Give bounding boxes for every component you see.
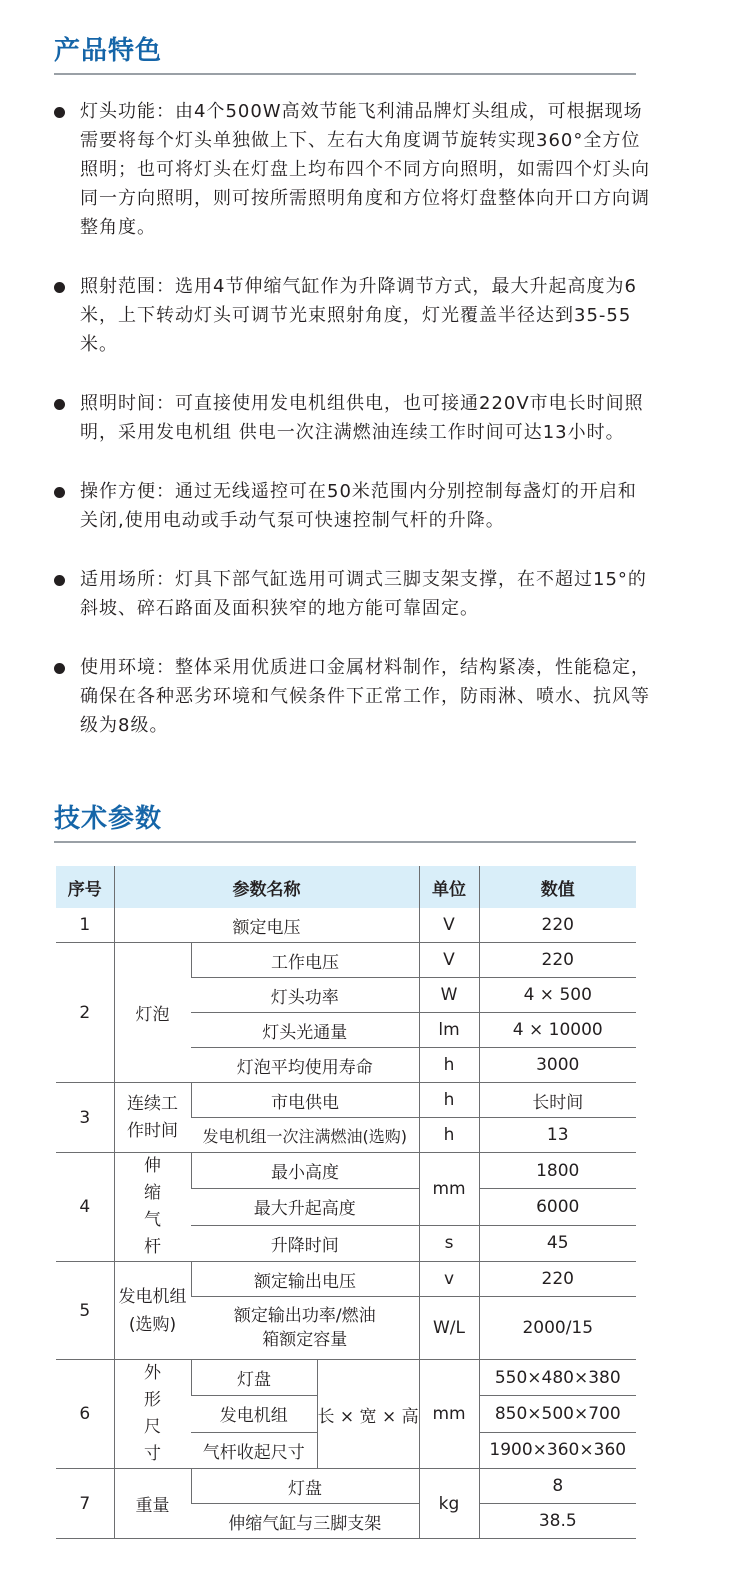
group-label: 连续工作时间: [114, 1083, 191, 1153]
feature-item: [54, 97, 654, 242]
param-unit: mm: [419, 1360, 479, 1469]
table-row: [56, 1469, 636, 1504]
feature-text: 操作方便：通过无线遥控可在50米范围内分别控制每盏灯的开启和关闭,使用电动或手动气泵可快速控制气杆的升降。: [80, 481, 637, 531]
group-label: 外形尺寸: [114, 1360, 191, 1469]
param-value: 6000: [479, 1189, 636, 1225]
feature-text: 使用环境：整体采用优质进口金属材料制作，结构紧凑，性能稳定，确保在各种恶劣环境和气候条件下正常工作，防雨淋、喷水、抗风等级为8级。: [80, 657, 650, 736]
features-title: 产品特色: [54, 36, 163, 66]
table-row: [56, 1360, 636, 1396]
param-value: 220: [479, 943, 636, 978]
param-value: 2000/15: [479, 1297, 636, 1360]
specs-title-rule: [54, 841, 636, 843]
param-name: 额定电压: [114, 908, 419, 943]
header-no: 序号: [56, 866, 114, 908]
row-no: 5: [56, 1262, 114, 1360]
feature-text: 照明时间：可直接使用发电机组供电，也可接通220V市电长时间照明，采用发电机组 供电一次注满燃油连续工作时间可达13小时。: [80, 393, 644, 443]
param-value: 4 × 10000: [479, 1013, 636, 1048]
param-unit: W/L: [419, 1297, 479, 1360]
param-name: 灯盘: [191, 1360, 317, 1396]
param-name: 工作电压: [191, 943, 419, 978]
param-value: 38.5: [479, 1504, 636, 1539]
feature-text: 灯头功能：由4个500W高效节能飞利浦品牌灯头组成，可根据现场需要将每个灯头单独做上下、左右大角度调节旋转实现360°全方位照明；也可将灯头在灯盘上均布四个不同方向照明，如需四个灯头向同一方向照明，则可按所需照明角度和方位将灯盘整体向开口方向调整角度。: [80, 101, 650, 238]
bullet-icon: [54, 399, 65, 410]
feature-text: 照射范围：选用4节伸缩气缸作为升降调节方式，最大升起高度为6米，上下转动灯头可调节光束照射角度，灯光覆盖半径达到35-55米。: [80, 276, 637, 355]
param-name: 最大升起高度: [191, 1189, 419, 1225]
param-unit: mm: [419, 1153, 479, 1226]
param-name: 灯头功率: [191, 978, 419, 1013]
param-value: 1900×360×360: [479, 1432, 636, 1468]
param-value: 1800: [479, 1153, 636, 1189]
specs-title: 技术参数: [54, 804, 163, 834]
row-no: 2: [56, 943, 114, 1083]
feature-item: [54, 653, 654, 740]
table-row: [56, 1262, 636, 1297]
param-name: 气杆收起尺寸: [191, 1432, 317, 1468]
feature-item: [54, 565, 654, 623]
row-no: 4: [56, 1153, 114, 1262]
param-value: 850×500×700: [479, 1396, 636, 1432]
feature-item: [54, 389, 654, 447]
table-row: [56, 1153, 636, 1189]
param-name: 升降时间: [191, 1225, 419, 1261]
row-no: 3: [56, 1083, 114, 1153]
param-name: 发电机组: [191, 1396, 317, 1432]
bullet-icon: [54, 663, 65, 674]
bullet-icon: [54, 487, 65, 498]
param-unit: h: [419, 1048, 479, 1083]
param-unit: W: [419, 978, 479, 1013]
param-name: 发电机组一次注满燃油(选购): [191, 1118, 419, 1153]
group-label: 伸缩气杆: [114, 1153, 191, 1262]
feature-item: [54, 272, 654, 359]
row-no: 7: [56, 1469, 114, 1539]
param-value: 550×480×380: [479, 1360, 636, 1396]
bullet-icon: [54, 107, 65, 118]
param-name: 额定输出电压: [191, 1262, 419, 1297]
param-unit: v: [419, 1262, 479, 1297]
group-label: 灯泡: [114, 943, 191, 1083]
param-value: 8: [479, 1469, 636, 1504]
param-unit: V: [419, 908, 479, 943]
param-unit: kg: [419, 1469, 479, 1539]
table-row: [56, 943, 636, 978]
row-no: 6: [56, 1360, 114, 1469]
param-value: 长时间: [479, 1083, 636, 1118]
param-unit: h: [419, 1083, 479, 1118]
param-name: 最小高度: [191, 1153, 419, 1189]
feature-text: 适用场所：灯具下部气缸选用可调式三脚支架支撑，在不超过15°的斜坡、碎石路面及面积狭窄的地方能可靠固定。: [80, 569, 647, 619]
bullet-icon: [54, 575, 65, 586]
row-no: 1: [56, 908, 114, 943]
table-row: [56, 1083, 636, 1118]
features-list: [54, 97, 654, 770]
group-label: 重量: [114, 1469, 191, 1539]
param-name: 市电供电: [191, 1083, 419, 1118]
header-name: 参数名称: [114, 866, 419, 908]
table-header-row: [56, 866, 636, 908]
header-unit: 单位: [419, 866, 479, 908]
param-value: 13: [479, 1118, 636, 1153]
param-unit: h: [419, 1118, 479, 1153]
features-title-rule: [54, 73, 636, 75]
param-value: 220: [479, 1262, 636, 1297]
table-row: [56, 908, 636, 943]
param-value: 4 × 500: [479, 978, 636, 1013]
bullet-icon: [54, 282, 65, 293]
param-unit: lm: [419, 1013, 479, 1048]
param-unit: V: [419, 943, 479, 978]
param-value: 45: [479, 1225, 636, 1261]
param-name: 灯泡平均使用寿命: [191, 1048, 419, 1083]
param-name: 灯盘: [191, 1469, 419, 1504]
param-unit: s: [419, 1225, 479, 1261]
header-value: 数值: [479, 866, 636, 908]
param-value: 3000: [479, 1048, 636, 1083]
param-name: 灯头光通量: [191, 1013, 419, 1048]
feature-item: [54, 477, 654, 535]
group-label: 发电机组(选购): [114, 1262, 191, 1360]
dimension-label: 长 × 宽 × 高: [317, 1360, 419, 1469]
param-name: 额定输出功率/燃油箱额定容量: [191, 1297, 419, 1360]
param-value: 220: [479, 908, 636, 943]
param-name: 伸缩气缸与三脚支架: [191, 1504, 419, 1539]
spec-table: [56, 866, 636, 1539]
